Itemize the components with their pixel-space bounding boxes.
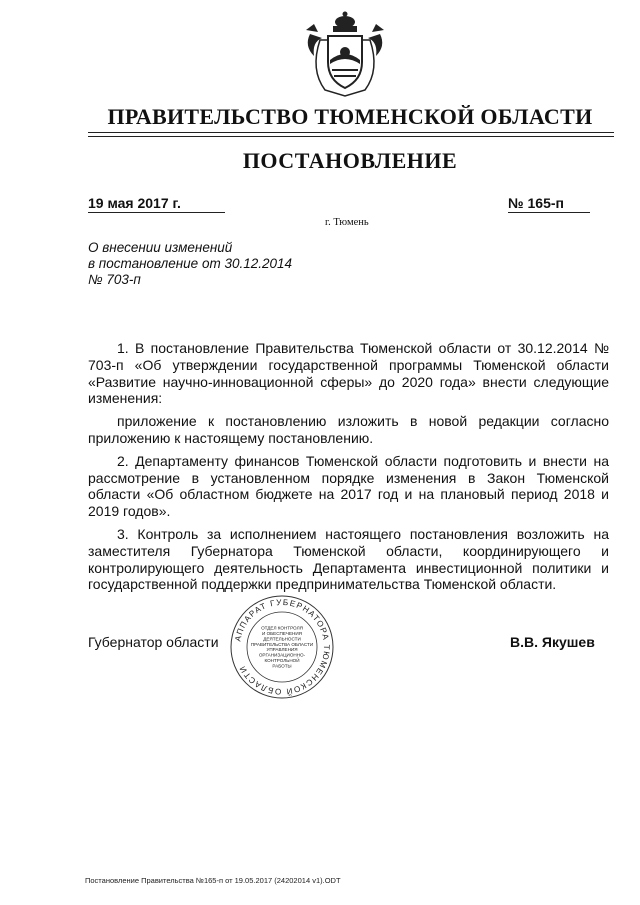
stamp-inner-line: ПРАВИТЕЛЬСТВА ОБЛАСТИ <box>250 641 314 647</box>
document-date: 19 мая 2017 г. <box>88 195 225 213</box>
paragraph-2: 2. Департаменту финансов Тюменской области подготовить и внести на рассмотрение в установленном порядке изменения в Закон Тюменской области «Об областном бюджете на 2017 год и на плановый период 2018 и 2019 годов». <box>88 452 609 520</box>
subject-line: в постановление от 30.12.2014 <box>88 256 293 271</box>
document-footer: Постановление Правительства №165-п от 19.05.2017 (24202014 v1).ODT <box>85 876 341 885</box>
header-rule-thin <box>88 136 614 137</box>
subject-line: О внесении изменений <box>88 240 233 255</box>
header-rule-thick <box>88 132 614 133</box>
official-stamp-seal <box>229 594 335 700</box>
subject-line: № 703-п <box>88 272 141 287</box>
signatory-title: Губернатор области <box>88 634 219 650</box>
stamp-inner-line: КОНТРОЛЬНОЙ <box>264 658 300 663</box>
stamp-inner-line: УПРАВЛЕНИЯ <box>266 647 298 653</box>
stamp-inner-line: И ОБЕСПЕЧЕНИЯ <box>262 631 302 636</box>
stamp-ring-text: АППАРАТ ГУБЕРНАТОРА ТЮМЕНСКОЙ ОБЛАСТИ <box>233 597 332 697</box>
paragraph-1: 1. В постановление Правительства Тюменской области от 30.12.2014 № 703-п «Об утверждении государственной программы Тюменской области «Развитие научно-инновационной сферы» до 2020 года» внести следующие изменения: <box>88 340 609 407</box>
stamp-inner-line: РАБОТЫ <box>272 663 292 669</box>
document-number: № 165-п <box>508 195 590 213</box>
document-type-title: ПОСТАНОВЛЕНИЕ <box>242 148 458 173</box>
stamp-inner-line: ДЕЯТЕЛЬНОСТИ <box>263 636 301 642</box>
document-body <box>88 340 609 593</box>
signatory-name: В.В. Якушев <box>510 634 595 650</box>
stamp-inner-line: ОРГАНИЗАЦИОННО- <box>258 652 306 658</box>
government-title: ПРАВИТЕЛЬСТВО ТЮМЕНСКОЙ ОБЛАСТИ <box>107 104 593 129</box>
stamp-inner-line: ОТДЕЛ КОНТРОЛЯ <box>261 625 303 631</box>
document-subject <box>88 240 328 288</box>
paragraph-3: 3. Контроль за исполнением настоящего постановления возложить на заместителя Губернатора Тюменской области, координирующего и контролирующего деятельность Департамента инвестиционной политики и государственной поддержки предпринимательства Тюменской области. <box>88 525 609 593</box>
city-name: г. Тюмень <box>325 217 369 228</box>
coat-of-arms-emblem <box>300 10 390 98</box>
paragraph-1-appendix: приложение к постановлению изложить в новой редакции согласно приложению к настоящему постановлению. <box>88 413 609 446</box>
